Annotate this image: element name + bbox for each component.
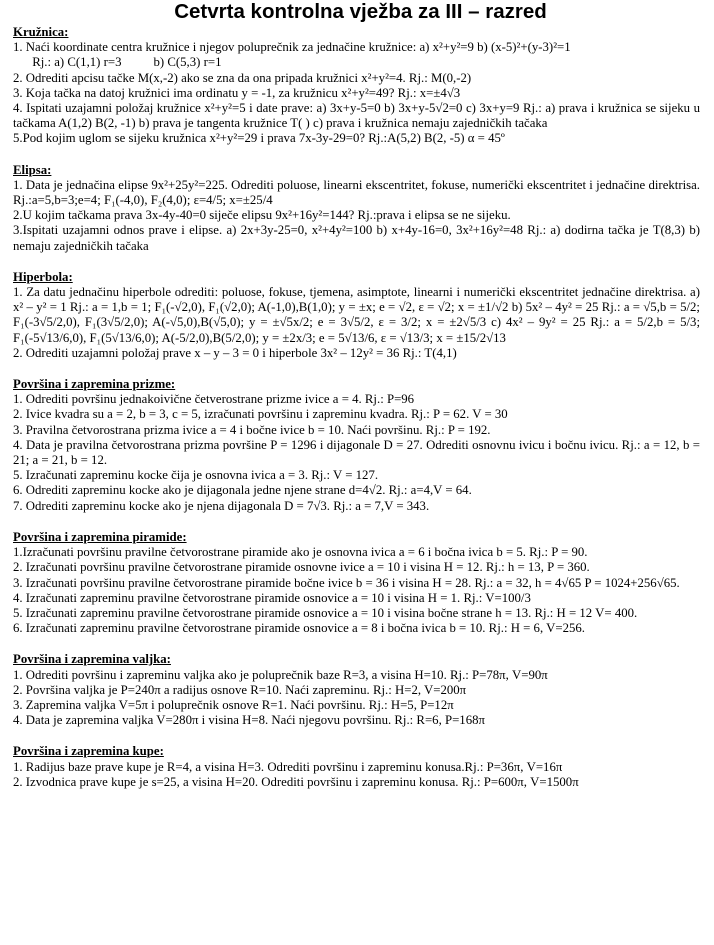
list-item: 3. Zapremina valjka V=5π i poluprečnik osnove R=1. Naći površinu. Rj.: H=5, P=12π	[13, 697, 454, 712]
list-item: 4. Ispitati uzajamni položaj kružnice x²+y²=5 i date prave: a) 3x+y-5=0 b) 3x+y-5√2=0 c) 3x+y=9 Rj.: a) prava i kružnica se sijeku u tačkama A(1,2) B(2, -1) b) prava je tangenta kružnice T( ) c) prava i kružnica nemaju zajedničkih tačaka	[13, 101, 700, 131]
list-item: 5. Izračunati zapreminu pravilne četvorostrane piramide osnovice a = 10 i visina bočne strane h = 13. Rj.: H = 12 V= 400.	[13, 605, 638, 620]
page-title: Cetvrta kontrolna vježba za III – razred	[174, 0, 547, 23]
list-item: 3. Izračunati površinu pravilne četvorostrane piramide bočne ivice b = 36 i visina H = 28. Rj.: a = 32, h = 4√65 P = 1024+256√65.	[13, 575, 680, 590]
list-item: 3. Pravilna četvorostrana prizma ivice a = 4 i bočne ivice b = 10. Naći površinu. Rj.: P = 192.	[13, 422, 491, 437]
document-body	[13, 25, 700, 790]
list-item: 2. Izračunati površinu pravilne četvorostrane piramide osnovne ivice a = 10 i visina H = 12. Rj.: h = 13, P = 360.	[13, 560, 590, 575]
list-item: Rj.: a) C(1,1) r=3 b) C(5,3) r=1	[13, 55, 222, 70]
section-heading: Površina i zapremina valjka:	[13, 652, 171, 667]
list-item: 1. Odrediti površinu jednakoivične četverostrane prizme ivice a = 4. Rj.: P=96	[13, 392, 415, 407]
section-valjak	[13, 652, 700, 728]
section-heading: Površina i zapremina piramide:	[13, 529, 187, 544]
list-item: 6. Izračunati zapreminu pravilne četvorostrane piramide osnovice a = 8 i bočna ivica b = 10. Rj.: H = 6, V=256.	[13, 621, 585, 636]
list-item: 2. Odrediti uzajamni položaj prave x – y – 3 = 0 i hiperbole 3x² – 12y² = 36 Rj.: T(4,1)	[13, 345, 457, 360]
list-item: 1. Naći koordinate centra kružnice i njegov poluprečnik za jednačine kružnice: a) x²+y²=9 b) (x-5)²+(y-3)²=1	[13, 40, 571, 55]
section-kruznica	[13, 25, 700, 147]
section-hiperbola	[13, 270, 700, 361]
list-item: 4. Data je zapremina valjka V=280π i visina H=8. Naći njegovu površinu. Rj.: R=6, P=168π	[13, 713, 485, 728]
list-item: 3. Koja tačka na datoj kružnici ima ordinatu y = -1, za kružnicu x²+y²=49? Rj.: x=±4√3	[13, 85, 461, 100]
list-item: 3.Ispitati uzajamni odnos prave i elipse. a) 2x+3y-25=0, x²+4y²=100 b) x+4y-16=0, 3x²+16y²=48 Rj.: a) dodirna tačka je T(8,3) b) nemaju zajedničkih tačaka	[13, 223, 700, 253]
section-heading: Površina i zapremina prizme:	[13, 377, 176, 392]
list-item: 1. Za datu jednačinu hiperbole odrediti: poluose, fokuse, tjemena, asimptote, linearni i numerički ekscentritet jednačine direktrisa. a) x² – y² = 1 Rj.: a = 1,b = 1; F₁(-√2,0), F₁(√2,0); A(-1,0),B(1,0); y = ±x; e = √2, ε = √2; x = ±1/√2 b) 5x² – 4y² = 25 Rj.: a = √5,b = 5/2; F₁(-3√5/2,0), F₁(3√5/2,0); A(-√5,0),B(√5,0); y = ±√5x/2; e = 3√5/2, ε = 3/2; x = ±2√5/3 c) 4x² – 9y² = 25 Rj.: a = 5/2,b = 5/3; F₁(-5√13/6,0), F₁(5√13/6,0); A(-5/2,0),B(5/2,0); y = ±2x/3; e = 5√13/6, ε = √13/3; x = ±15/2√13	[13, 285, 700, 345]
list-item: 2. Površina valjka je P=240π a radijus osnove R=10. Naći zapreminu. Rj.: H=2, V=200π	[13, 682, 467, 697]
section-kupa	[13, 744, 700, 790]
list-item: 5. Izračunati zapreminu kocke čija je osnovna ivica a = 3. Rj.: V = 127.	[13, 468, 379, 483]
section-heading: Hiperbola:	[13, 269, 73, 284]
list-item: 2.U kojim tačkama prava 3x-4y-40=0 siječe elipsu 9x²+16y²=144? Rj.:prava i elipsa se ne sijeku.	[13, 208, 511, 223]
list-item: 2. Ivice kvadra su a = 2, b = 3, c = 5, izračunati površinu i zapreminu kvadra. Rj.: P = 62. V = 30	[13, 407, 508, 422]
list-item: 6. Odrediti zapreminu kocke ako je dijagonala jedne njene strane d=4√2. Rj.: a=4,V = 64.	[13, 483, 472, 498]
list-item: 2. Odrediti apcisu tačke M(x,-2) ako se zna da ona pripada kružnici x²+y²=4. Rj.: M(0,-2)	[13, 70, 472, 85]
list-item: 1. Radijus baze prave kupe je R=4, a visina H=3. Odrediti površinu i zapreminu konusa.Rj.: P=36π, V=16π	[13, 759, 563, 774]
list-item: 1. Data je jednačina elipse 9x²+25y²=225. Odrediti poluose, linearni ekscentritet, fokuse, numerički ekscentritet i jednačine direktrisa. Rj.:a=5,b=3;e=4; F₁(-4,0), F₂(4,0); ε=4/5; x=±25/4	[13, 177, 700, 208]
section-elipsa	[13, 163, 700, 254]
list-item: 4. Izračunati zapreminu pravilne četvorostrane piramide osnovice a = 10 i visina H = 1. Rj.: V=100/3	[13, 590, 531, 605]
section-heading: Kružnica:	[13, 25, 69, 39]
section-prizma	[13, 377, 700, 514]
section-heading: Površina i zapremina kupe:	[13, 744, 164, 759]
list-item: 1.Izračunati površinu pravilne četvorostrane piramide ako je osnovna ivica a = 6 i bočna ivica b = 5. Rj.: P = 90.	[13, 545, 588, 560]
section-heading: Elipsa:	[13, 162, 52, 177]
list-item: 4. Data je pravilna četvorostrana prizma površine P = 1296 i dijagonale D = 27. Odrediti osnovnu ivicu i bočnu ivicu. Rj.: a = 12, b = 21; a = 21, b = 12.	[13, 437, 700, 468]
section-piramida	[13, 530, 700, 636]
list-item: 2. Izvodnica prave kupe je s=25, a visina H=20. Odrediti površinu i zapreminu konusa. Rj.: P=600π, V=1500π	[13, 774, 579, 789]
list-item: 5.Pod kojim uglom se sijeku kružnica x²+y²=29 i prava 7x-3y-29=0? Rj.:A(5,2) B(2, -5) α = 45º	[13, 131, 505, 146]
list-item: 7. Odrediti zapreminu kocke ako je njena dijagonala D = 7√3. Rj.: a = 7,V = 343.	[13, 498, 430, 513]
list-item: 1. Odrediti površinu i zapreminu valjka ako je poluprečnik baze R=3, a visina H=10. Rj.: P=78π, V=90π	[13, 667, 548, 682]
